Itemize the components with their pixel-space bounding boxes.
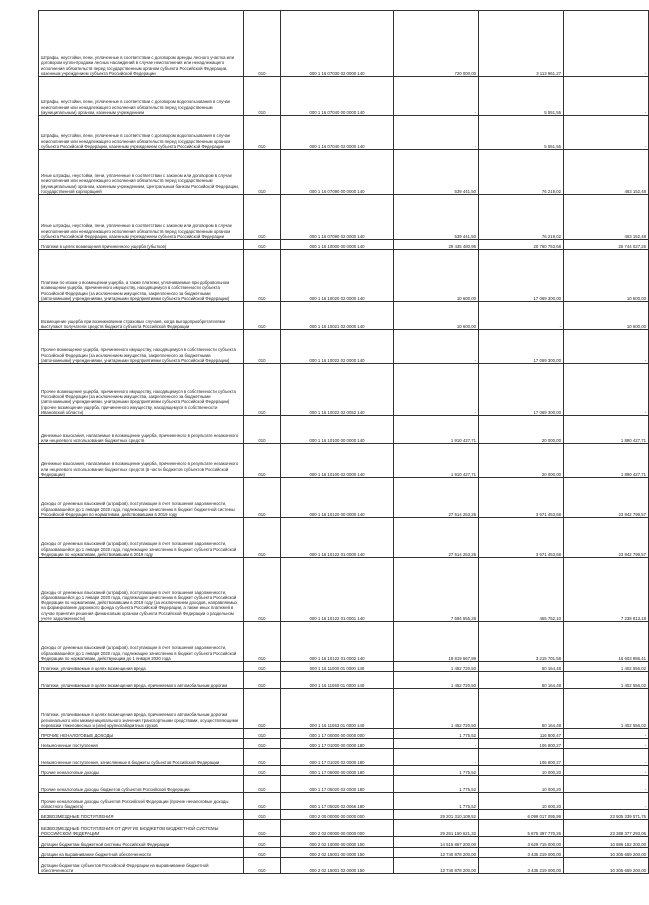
row-unexecuted: 10 886 152 200,00 xyxy=(564,837,649,848)
row-code: 010 xyxy=(244,810,281,820)
row-code: 010 xyxy=(244,518,281,558)
table-row xyxy=(39,848,649,858)
row-kbk: 000 1 17 05000 00 0000 180 xyxy=(281,766,394,776)
row-name: Иные штрафы, неустойки, пени, уплаченные в соответствии с законом или договором в случае неисполнения или ненадлежащего исполнения обязательств перед государственным (муниципальным) органом, казенным учреждением, Центральным банком Российской Федерации, государственной корпорацией xyxy=(39,150,244,195)
row-executed: 455 752,10 xyxy=(479,558,564,622)
row-kbk: 000 1 17 05020 02 0066 180 xyxy=(281,793,394,810)
table-row xyxy=(39,558,649,622)
row-unexecuted: 463 152,48 xyxy=(564,150,649,195)
row-executed: 106 800,27 xyxy=(479,749,564,766)
row-name: Штрафы, неустойки, пени, уплаченные в соответствии с договором водопользования в случае неисполнения или ненадлежащего исполнения обязательств перед государственным органом субъекта Российской Федерации, казенным учреждением субъекта Российской Федерации xyxy=(39,116,244,150)
table-row xyxy=(39,672,649,689)
row-kbk: 000 1 16 07040 00 0000 140 xyxy=(281,77,394,116)
row-code: 010 xyxy=(244,672,281,689)
row-name: Доходы от денежных взысканий (штрафов), поступающие в счет погашения задолженности, образовавшейся до 1 января 2020 года, подлежащие зачислению в бюджет субъекта Российской Федерации по нормативам, действующим до 1 января 2020 года xyxy=(39,622,244,662)
table-row xyxy=(39,302,649,330)
row-executed: 20 000,00 xyxy=(479,444,564,478)
table-row xyxy=(39,749,649,766)
row-kbk: 000 1 16 11060 01 0000 140 xyxy=(281,672,394,689)
row-unexecuted: 25 744 027,26 xyxy=(564,240,649,250)
row-approved: 29 435 480,96 xyxy=(394,240,479,250)
row-name: Доходы от денежных взысканий (штрафов), поступающие в счет погашения задолженности, образовавшейся до 1 января 2020 года, подлежащие зачислению в бюджет субъекта Российской Федерации по нормативам, действовавшим в 2019 году (за исключением доходов, направляемых на формирование дорожного фонда субъекта Российской Федерации, а также иных платежей в случае принятия решения финансовым органом субъекта Российской Федерации о раздельном учете задолженности) xyxy=(39,558,244,622)
row-approved: 27 514 253,25 xyxy=(394,478,479,518)
row-kbk: 000 1 16 10000 00 0000 140 xyxy=(281,240,394,250)
row-approved: 14 515 867 200,00 xyxy=(394,837,479,848)
row-kbk: 000 1 16 07030 02 0000 140 xyxy=(281,11,394,77)
row-executed: 17 069 300,00 xyxy=(479,364,564,416)
row-approved: - xyxy=(394,364,479,416)
row-code: 010 xyxy=(244,77,281,116)
row-name: Доходы от денежных взысканий (штрафов), поступающие в счет погашения задолженности, образовавшейся до 1 января 2020 года, подлежащие зачислению в бюджет субъекта Российской Федерации по нормативам, действовавшим в 2019 году xyxy=(39,518,244,558)
row-code: 010 xyxy=(244,558,281,622)
row-approved: 10 600,00 xyxy=(394,302,479,330)
row-code: 010 xyxy=(244,444,281,478)
row-executed: 20 760 753,68 xyxy=(479,240,564,250)
row-name: БЕЗВОЗМЕЗДНЫЕ ПОСТУПЛЕНИЯ xyxy=(39,810,244,820)
row-code: 010 xyxy=(244,195,281,240)
row-unexecuted: 1 890 427,71 xyxy=(564,416,649,444)
row-kbk: 000 1 16 10022 02 0052 140 xyxy=(281,364,394,416)
row-executed: 10 000,20 xyxy=(479,793,564,810)
row-approved: - xyxy=(394,739,479,749)
row-executed: 76 219,02 xyxy=(479,150,564,195)
table-row xyxy=(39,793,649,810)
row-name: Прочие неналоговые доходы бюджетов субъектов Российской Федерации xyxy=(39,776,244,793)
row-executed: 20 000,00 xyxy=(479,416,564,444)
table-row xyxy=(39,195,649,240)
row-kbk: 000 1 16 11000 01 0000 140 xyxy=(281,662,394,672)
row-approved: 1 452 720,50 xyxy=(394,662,479,672)
row-code: 010 xyxy=(244,364,281,416)
row-name: Доходы от денежных взысканий (штрафов), поступающие в счет погашения задолженности, образовавшейся до 1 января 2020 года, подлежащие зачислению в бюджет бюджетной системы Российской Федерации по нормативам, действовавшим в 2019 году xyxy=(39,478,244,518)
row-kbk: 000 1 16 10100 02 0000 140 xyxy=(281,444,394,478)
row-code: 010 xyxy=(244,749,281,766)
row-code: 010 xyxy=(244,820,281,837)
table-row xyxy=(39,810,649,820)
row-code: 010 xyxy=(244,240,281,250)
row-executed: 5 551,55 xyxy=(479,116,564,150)
row-name: Штрафы, неустойки, пени, уплаченные в соответствии с договором аренды лесного участка или договором купли-продажи лесных насаждений в случае неисполнения или ненадлежащего исполнения обязательств перед государственным органом субъекта Российской Федерации, казенным учреждением субъекта Российской Федерации xyxy=(39,11,244,77)
row-code: 010 xyxy=(244,729,281,739)
row-unexecuted: - xyxy=(564,11,649,77)
row-name: Платежи по искам о возмещении ущерба, а также платежи, уплачиваемые при добровольном возмещении ущерба, причиненного имуществу, находящемуся в собственности субъекта Российской Федерации (за исключением имущества, закрепленного за бюджетными (автономными) учреждениями, унитарными предприятиями субъекта Российской Федерации) xyxy=(39,250,244,302)
table-row xyxy=(39,739,649,749)
row-approved: 29 261 150 621,32 xyxy=(394,820,479,837)
row-name: Невыясненные поступления, зачисляемые в бюджеты субъектов Российской Федерации xyxy=(39,749,244,766)
row-code: 010 xyxy=(244,302,281,330)
row-name: Возмещение ущерба при возникновении страховых случаев, когда выгодоприобретателями выступают получатели средств бюджета субъекта Российской Федерации xyxy=(39,302,244,330)
row-kbk: 000 2 02 10000 00 0000 150 xyxy=(281,837,394,848)
row-unexecuted: 10 305 659 200,00 xyxy=(564,848,649,858)
row-approved: 1 775,52 xyxy=(394,766,479,776)
row-name: Платежи, уплачиваемые в целях возмещения вреда xyxy=(39,662,244,672)
row-unexecuted: - xyxy=(564,776,649,793)
row-kbk: 000 1 16 10122 01 0000 140 xyxy=(281,518,394,558)
row-name: Прочие неналоговые доходы xyxy=(39,766,244,776)
row-approved: 539 441,50 xyxy=(394,150,479,195)
row-name: Денежные взыскания, налагаемые в возмещение ущерба, причиненного в результате незаконного или нецелевого использования бюджетных средств (в части бюджетов субъектов Российской Федерации) xyxy=(39,444,244,478)
row-unexecuted: 10 305 659 200,00 xyxy=(564,858,649,874)
row-kbk: 000 1 16 10122 01 0001 140 xyxy=(281,558,394,622)
table-row xyxy=(39,858,649,874)
row-unexecuted: - xyxy=(564,729,649,739)
row-name: Платежи в целях возмещения причиненного ущерба (убытков) xyxy=(39,240,244,250)
table-row xyxy=(39,478,649,518)
table-row xyxy=(39,444,649,478)
row-unexecuted: 10 600,00 xyxy=(564,302,649,330)
row-executed: 106 800,27 xyxy=(479,739,564,749)
row-code: 010 xyxy=(244,330,281,364)
row-unexecuted: 1 890 427,71 xyxy=(564,444,649,478)
row-approved: 1 775,52 xyxy=(394,776,479,793)
row-executed: 3 629 715 000,00 xyxy=(479,837,564,848)
row-unexecuted: 16 603 986,41 xyxy=(564,622,649,662)
row-approved: 1 452 720,50 xyxy=(394,689,479,729)
row-name: ПРОЧИЕ НЕНАЛОГОВЫЕ ДОХОДЫ xyxy=(39,729,244,739)
row-unexecuted: - xyxy=(564,766,649,776)
table-row xyxy=(39,622,649,662)
row-approved: 1 775,52 xyxy=(394,793,479,810)
table-row xyxy=(39,77,649,116)
row-name: Платежи, уплачиваемые в целях возмещения вреда, причиняемого автомобильным дорогам регионального или межмуниципального значения транспортными средствами, осуществляющими перевозки тяжеловесных и (или) крупногабаритных грузов xyxy=(39,689,244,729)
row-unexecuted: 1 402 556,02 xyxy=(564,689,649,729)
row-unexecuted: - xyxy=(564,330,649,364)
row-approved: 539 441,50 xyxy=(394,195,479,240)
revenue-table xyxy=(38,10,649,874)
row-approved: 1 910 427,71 xyxy=(394,416,479,444)
row-kbk: 000 1 16 10122 01 0002 140 xyxy=(281,622,394,662)
row-kbk: 000 1 16 10100 00 0000 140 xyxy=(281,416,394,444)
row-approved: 1 452 720,50 xyxy=(394,672,479,689)
table-row xyxy=(39,662,649,672)
row-code: 010 xyxy=(244,150,281,195)
row-code: 010 xyxy=(244,848,281,858)
row-name: Прочее возмещение ущерба, причиненного имуществу, находящемуся в собственности субъекта Российской Федерации (за исключением имущества, закрепленного за бюджетными (автономными) учреждениями, унитарными предприятиями субъекта Российской Федерации) (прочее возмещение ущерба, причиненного имуществу, находящемуся в собственности Ивановской области) xyxy=(39,364,244,416)
row-name: Иные штрафы, неустойки, пени, уплаченные в соответствии с законом или договором в случае неисполнения или ненадлежащего исполнения обязательств перед государственным органом субъекта Российской Федерации, казенным учреждением субъекта Российской Федерации xyxy=(39,195,244,240)
row-name: Дотации бюджетам субъектов Российской Федерации на выравнивание бюджетной обеспеченности xyxy=(39,858,244,874)
row-executed: 76 219,02 xyxy=(479,195,564,240)
row-unexecuted: 463 152,48 xyxy=(564,195,649,240)
row-approved: 19 819 667,99 xyxy=(394,622,479,662)
row-code: 010 xyxy=(244,250,281,302)
row-code: 010 xyxy=(244,858,281,874)
row-executed: 3 215 701,58 xyxy=(479,622,564,662)
row-executed: 50 164,48 xyxy=(479,672,564,689)
row-unexecuted: 10 600,00 xyxy=(564,250,649,302)
row-code: 010 xyxy=(244,622,281,662)
row-kbk: 000 2 00 00000 00 0000 000 xyxy=(281,810,394,820)
row-executed: - xyxy=(479,302,564,330)
table-row xyxy=(39,11,649,77)
table-row xyxy=(39,518,649,558)
row-approved: 1 775,52 xyxy=(394,729,479,739)
row-approved: - xyxy=(394,77,479,116)
row-kbk: 000 1 17 01020 02 0000 180 xyxy=(281,749,394,766)
row-approved: 29 201 310,109,52 xyxy=(394,810,479,820)
row-executed: 6 099 017 095,99 xyxy=(479,810,564,820)
row-kbk: 000 1 17 01000 00 0000 180 xyxy=(281,739,394,749)
row-kbk: 000 1 17 05020 02 0000 180 xyxy=(281,776,394,793)
row-executed: 50 164,48 xyxy=(479,662,564,672)
table-row xyxy=(39,364,649,416)
table-row xyxy=(39,416,649,444)
row-name: Штрафы, неустойки, пени, уплаченные в соответствии с договором водопользования в случае неисполнения или ненадлежащего исполнения обязательств перед государственным (муниципальным) органом, казенным учреждением xyxy=(39,77,244,116)
table-row xyxy=(39,776,649,793)
row-unexecuted: 23 388 377 293,06 xyxy=(564,820,649,837)
row-approved: - xyxy=(394,330,479,364)
row-executed: 10 000,20 xyxy=(479,766,564,776)
row-code: 010 xyxy=(244,739,281,749)
row-kbk: 000 1 16 11063 01 0000 140 xyxy=(281,689,394,729)
row-approved: 13 740 878 200,00 xyxy=(394,848,479,858)
row-executed: 17 069 300,00 xyxy=(479,250,564,302)
row-approved: - xyxy=(394,116,479,150)
row-name: Дотации бюджетам бюджетной системы Российской Федерации xyxy=(39,837,244,848)
row-kbk: 000 2 02 15001 02 0000 150 xyxy=(281,858,394,874)
row-kbk: 000 1 16 10022 02 0000 140 xyxy=(281,330,394,364)
table-row xyxy=(39,250,649,302)
row-kbk: 000 1 16 10020 02 0000 140 xyxy=(281,250,394,302)
row-code: 010 xyxy=(244,689,281,729)
row-name: Денежные взыскания, налагаемые в возмещение ущерба, причиненного в результате незаконного или нецелевого использования бюджетных средств xyxy=(39,416,244,444)
row-executed: 3 435 219 000,00 xyxy=(479,848,564,858)
table-row xyxy=(39,689,649,729)
row-code: 010 xyxy=(244,116,281,150)
row-kbk: 000 1 16 10021 02 0000 140 xyxy=(281,302,394,330)
table-row xyxy=(39,820,649,837)
table-row xyxy=(39,150,649,195)
row-unexecuted: 1 402 556,02 xyxy=(564,672,649,689)
row-unexecuted: 1 402 556,02 xyxy=(564,662,649,672)
row-unexecuted: - xyxy=(564,749,649,766)
row-approved: 27 514 253,25 xyxy=(394,518,479,558)
row-executed: 3 671 453,68 xyxy=(479,518,564,558)
row-unexecuted: - xyxy=(564,793,649,810)
row-executed: 3 671 453,68 xyxy=(479,478,564,518)
row-kbk: 000 1 16 07040 02 0000 140 xyxy=(281,116,394,150)
row-approved: - xyxy=(394,749,479,766)
row-name: Платежи, уплачиваемые в целях возмещения вреда, причиняемого автомобильным дорогам xyxy=(39,672,244,689)
row-unexecuted: 7 238 813,18 xyxy=(564,558,649,622)
row-kbk: 000 1 16 07090 02 0000 140 xyxy=(281,195,394,240)
row-code: 010 xyxy=(244,11,281,77)
row-executed: 5 551,55 xyxy=(479,77,564,116)
row-code: 010 xyxy=(244,776,281,793)
row-kbk: 000 2 02 15001 00 0000 150 xyxy=(281,848,394,858)
row-approved: 13 740 878 200,00 xyxy=(394,858,479,874)
row-unexecuted: - xyxy=(564,116,649,150)
row-approved: 1 910 427,71 xyxy=(394,444,479,478)
row-code: 010 xyxy=(244,837,281,848)
row-code: 010 xyxy=(244,766,281,776)
row-name: БЕЗВОЗМЕЗДНЫЕ ПОСТУПЛЕНИЯ ОТ ДРУГИХ БЮДЖЕТОВ БЮДЖЕТНОЙ СИСТЕМЫ РОССИЙСКОЙ ФЕДЕРАЦИИ xyxy=(39,820,244,837)
row-unexecuted: - xyxy=(564,739,649,749)
row-name: Прочее возмещение ущерба, причиненного имуществу, находящемуся в собственности субъекта Российской Федерации (за исключением имущества, закрепленного за бюджетными (автономными) учреждениями, унитарными предприятиями субъекта Российской Федерации) xyxy=(39,330,244,364)
row-approved: 10 600,00 xyxy=(394,250,479,302)
row-code: 010 xyxy=(244,662,281,672)
table-row xyxy=(39,729,649,739)
row-executed: 10 000,20 xyxy=(479,776,564,793)
row-unexecuted: - xyxy=(564,77,649,116)
row-name: Дотации на выравнивание бюджетной обеспеченности xyxy=(39,848,244,858)
row-kbk: 000 2 02 00000 00 0000 000 xyxy=(281,820,394,837)
row-code: 010 xyxy=(244,478,281,518)
row-executed: 5 875 397 770,26 xyxy=(479,820,564,837)
row-approved: 720 000,00 xyxy=(394,11,479,77)
row-kbk: 000 1 16 10120 00 0000 140 xyxy=(281,478,394,518)
row-executed: 3 113 961,27 xyxy=(479,11,564,77)
row-name: Прочие неналоговые доходы субъектов Российской Федерации (прочие неналоговые доходы областного бюджета) xyxy=(39,793,244,810)
row-code: 010 xyxy=(244,793,281,810)
row-unexecuted: - xyxy=(564,364,649,416)
table-row xyxy=(39,240,649,250)
row-executed: 3 435 219 000,00 xyxy=(479,858,564,874)
row-unexecuted: 23 842 799,57 xyxy=(564,478,649,518)
table-row xyxy=(39,116,649,150)
row-unexecuted: 23 842 799,57 xyxy=(564,518,649,558)
row-executed: 116 800,47 xyxy=(479,729,564,739)
table-row xyxy=(39,766,649,776)
row-kbk: 000 1 16 07090 00 0000 140 xyxy=(281,150,394,195)
row-unexecuted: 23 505 339 571,76 xyxy=(564,810,649,820)
table-row xyxy=(39,330,649,364)
row-executed: 50 164,48 xyxy=(479,689,564,729)
row-approved: 7 694 555,28 xyxy=(394,558,479,622)
row-name: Невыясненные поступления xyxy=(39,739,244,749)
row-code: 010 xyxy=(244,416,281,444)
row-kbk: 000 1 17 00000 00 0000 000 xyxy=(281,729,394,739)
table-row xyxy=(39,837,649,848)
row-executed: 17 069 300,00 xyxy=(479,330,564,364)
